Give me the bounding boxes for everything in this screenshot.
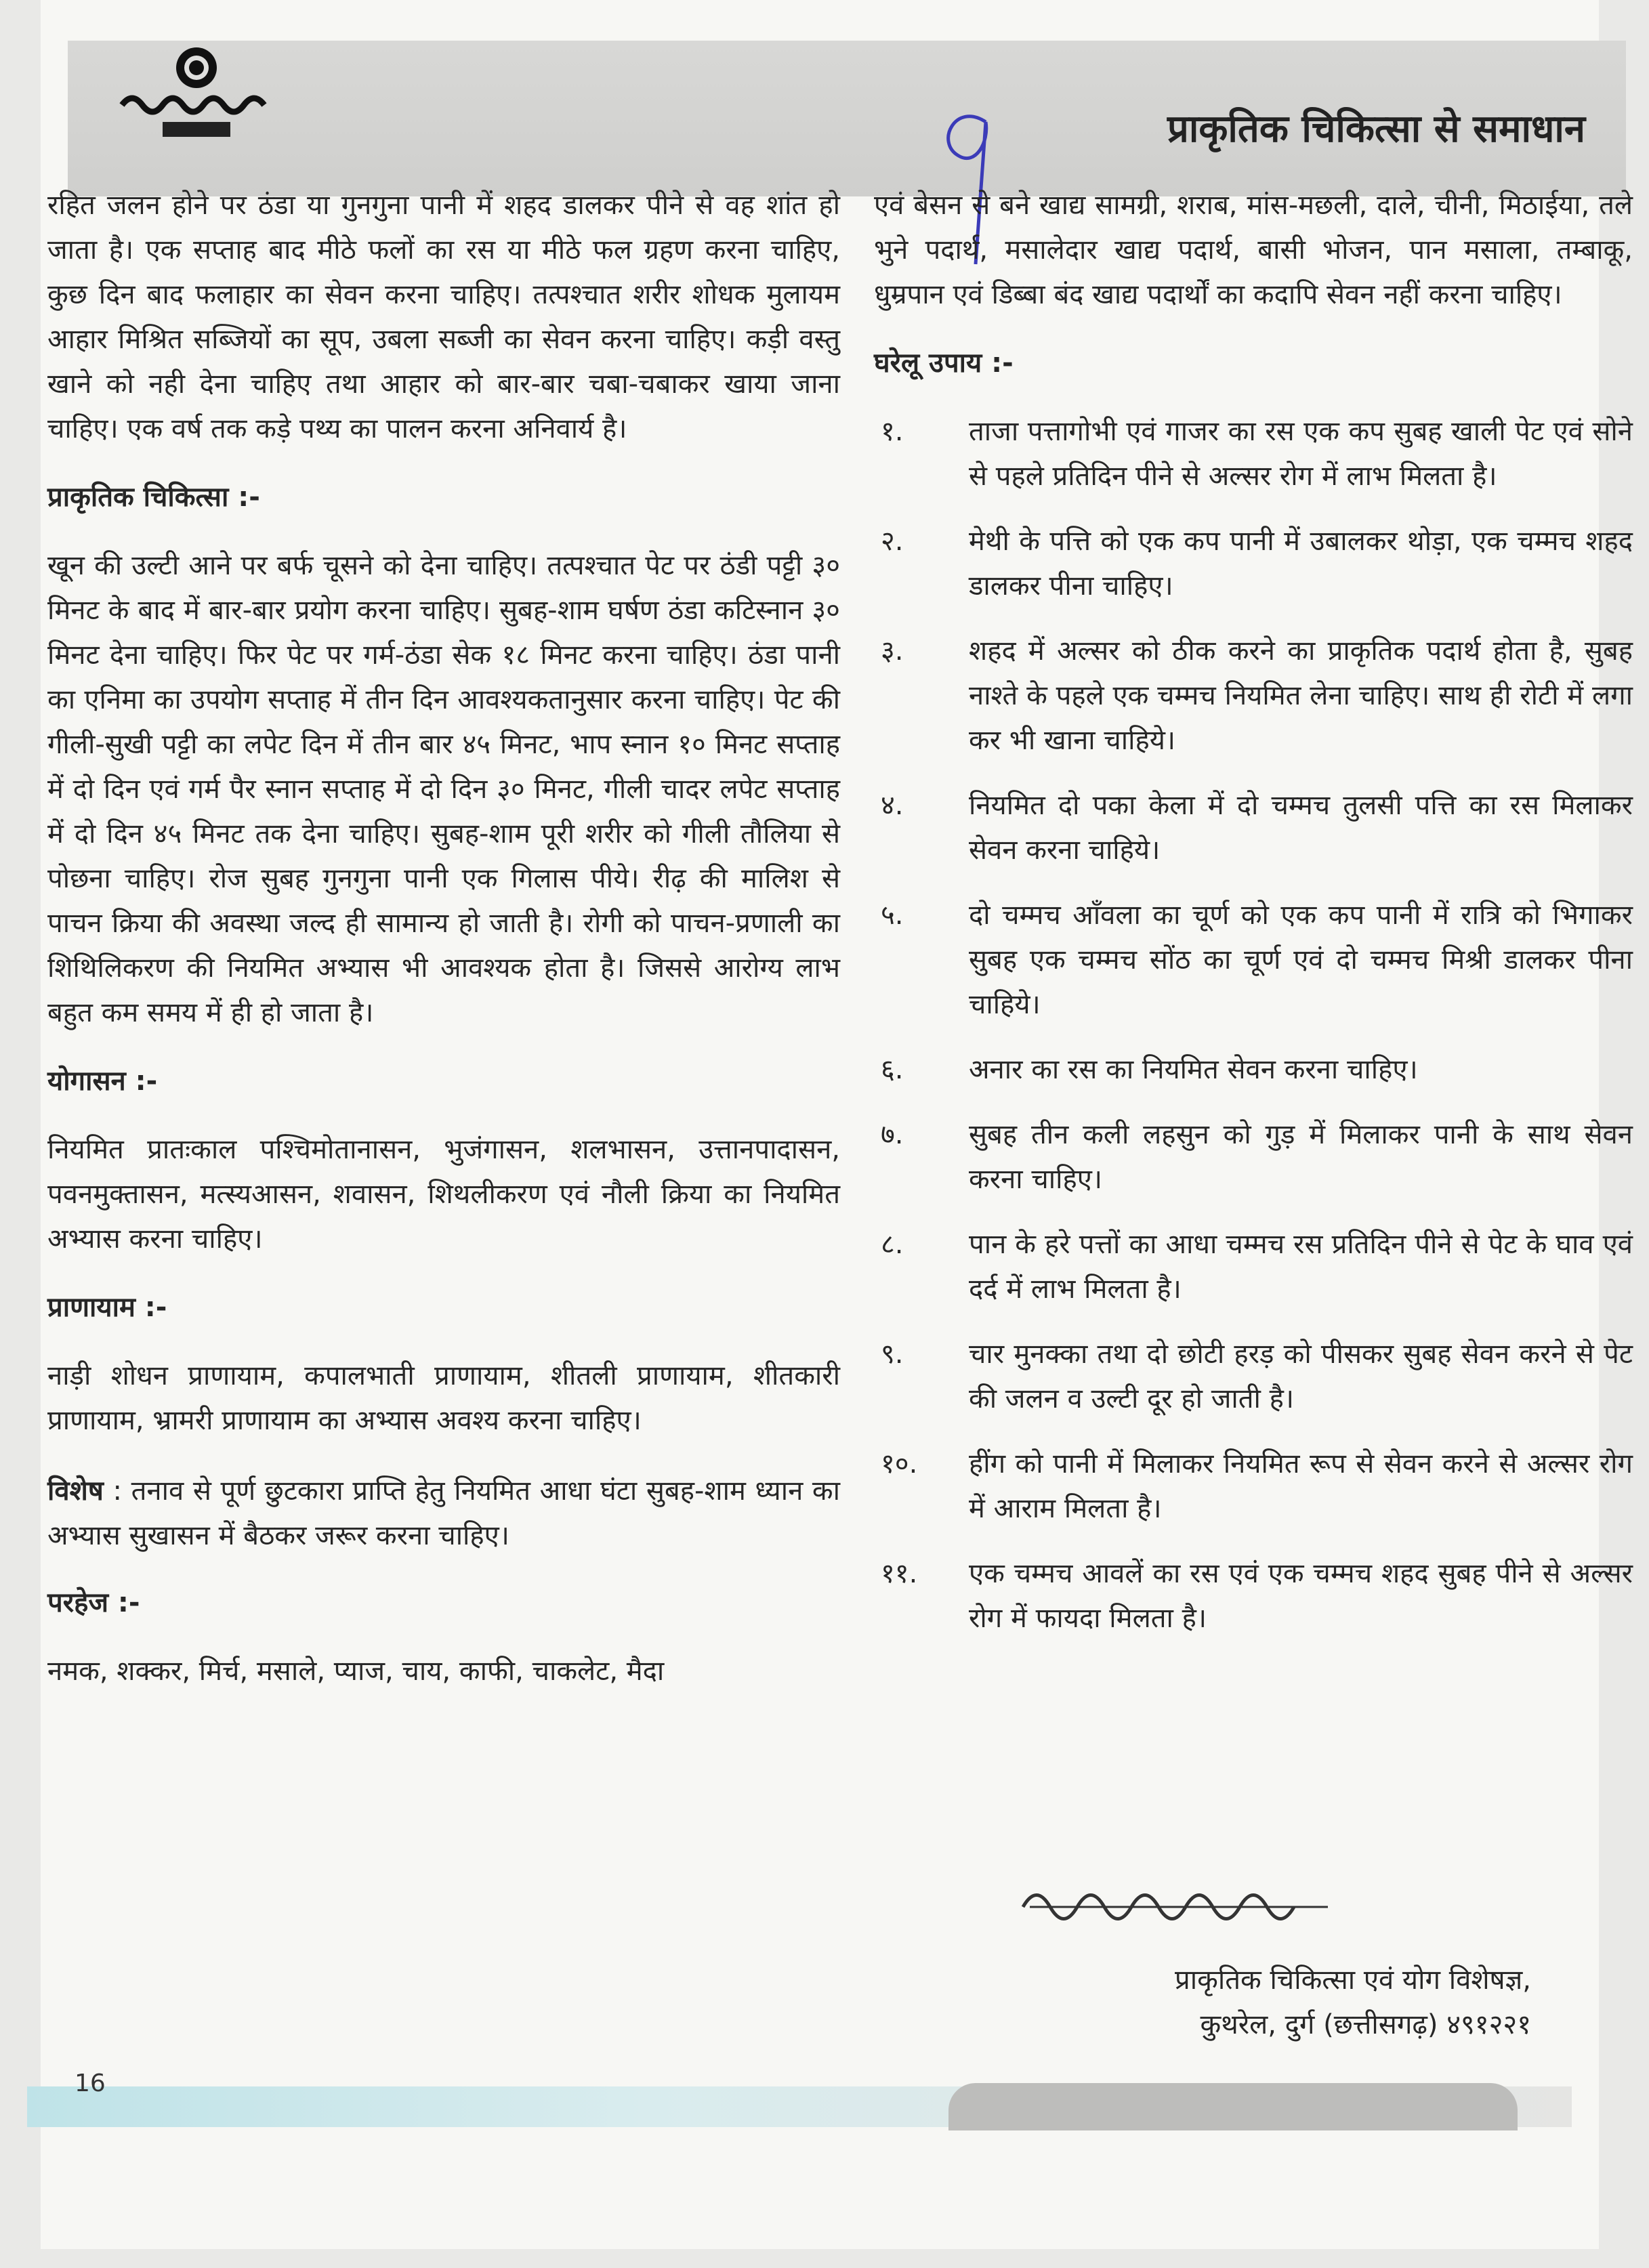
item-text: चार मुनक्का तथा दो छोटी हरड़ को पीसकर सुबह सेवन करने से पेट की जलन व उल्टी दूर हो जाती है। [969,1339,1633,1414]
list-item [874,1222,1633,1311]
item-number: ९. [881,1339,904,1370]
pranayama-paragraph: नाड़ी शोधन प्राणायाम, कपालभाती प्राणायाम, शीतली प्राणायाम, शीतकारी प्राणायाम, भ्रामरी प्राणायाम का अभ्यास अवश्य करना चाहिए। [47,1360,840,1436]
avoid-heading: परहेज :- [47,1587,140,1618]
intro-paragraph: रहित जलन होने पर ठंडा या गुनगुना पानी में शहद डालकर पीने से वह शांत हो जाता है। एक सप्ताह बाद मीठे फलों का रस या मीठे फल ग्रहण करना चाहिए, कुछ दिन बाद फलाहार का सेवन करना चाहिए। तत्पश्चात शरीर शोधक मुलायम आहार मिश्रित सब्जियों का सूप, उबला सब्जी का सेवन करना चाहिए। कड़ी वस्तु खाने को नही देना चाहिए तथा आहार को बार-बार चबा-चबाकर खाया जाना चाहिए। एक वर्ष तक कड़े पथ्य का पालन करना अनिवार्य है। [47,190,840,444]
list-item [874,783,1633,873]
page-number: 16 [75,2070,106,2097]
yoga-heading: योगासन :- [47,1066,158,1097]
sun-waves-logo-icon [108,41,285,149]
continuation-paragraph: एवं बेसन से बने खाद्य सामग्री, शराब, मांस-मछली, दाले, चीनी, मिठाईया, तले भुने पदार्थ, मसालेदार खाद्य पदार्थ, बासी भोजन, पान मसाला, तम्बाकू, धुम्रपान एवं डिब्बा बंद खाद्य पदार्थों का कदापि सेवन नहीं करना चाहिए। [874,190,1633,310]
avoid-paragraph: नमक, शक्कर, मिर्च, मसाले, प्याज, चाय, काफी, चाकलेट, मैदा [47,1656,665,1687]
signature-line-2: कुथरेल, दुर्ग (छत्तीसगढ़) ४९१२२१ [1200,2009,1531,2040]
left-column [47,183,840,1719]
signature-line-1: प्राकृतिक चिकित्सा एवं योग विशेषज्ञ, [1175,1965,1531,1996]
item-text: ताजा पत्तागोभी एवं गाजर का रस एक कप सुबह खाली पेट एवं सोने से पहले प्रतिदिन पीने से अल्सर रोग में लाभ मिलता है। [969,416,1633,492]
item-number: १. [881,416,904,447]
item-number: ६. [881,1054,904,1085]
item-number: ११. [881,1558,918,1589]
item-text: शहद में अल्सर को ठीक करने का प्राकृतिक पदार्थ होता है, सुबह नाश्ते के पहले एक चम्मच नियमित लेना चाहिए। साथ ही रोटी में लगा कर भी खाना चाहिये। [969,635,1633,756]
list-item [874,1442,1633,1531]
item-number: ३. [881,635,904,667]
item-text: सुबह तीन कली लहसुन को गुड़ में मिलाकर पानी के साथ सेवन करना चाहिए। [969,1119,1633,1195]
list-item [874,1047,1633,1092]
footer-decoration [948,2083,1518,2130]
right-column [874,183,1633,1661]
list-item [874,519,1633,608]
list-item [874,409,1633,499]
item-number: १०. [881,1448,918,1479]
item-number: ४. [881,790,904,821]
naturopathy-paragraph: खून की उल्टी आने पर बर्फ चूसने को देना चाहिए। तत्पश्चात पेट पर ठंडी पट्टी ३० मिनट के बाद में बार-बार प्रयोग करना चाहिए। सुबह-शाम घर्षण ठंडा कटिस्नान ३० मिनट देना चाहिए। फिर पेट पर गर्म-ठंडा सेक १८ मिनट करना चाहिए। ठंडा पानी का एनिमा का उपयोग सप्ताह में तीन दिन आवश्यकतानुसार करना चाहिए। पेट की गीली-सुखी पट्टी का लपेट दिन में तीन बार ४५ मिनट, भाप स्नान १० मिनट सप्ताह में दो दिन एवं गर्म पैर स्नान सप्ताह में दो दिन ३० मिनट, गीली चादर लपेट सप्ताह में दो दिन ४५ मिनट तक देना चाहिए। सुबह-शाम पूरी शरीर को गीली तौलिया से पोछना चाहिए। रोज सुबह गुनगुना पानी एक गिलास पीये। रीढ़ की मालिश से पाचन क्रिया की अवस्था जल्द ही सामान्य हो जाती है। रोगी को पाचन-प्रणाली का शिथिलिकरण की नियमित अभ्यास भी आवश्यक होता है। जिससे आरोग्य लाभ बहुत कम समय में ही हो जाता है। [47,550,840,1028]
yoga-paragraph: नियमित प्रातःकाल पश्चिमोतानासन, भुजंगासन, शलभासन, उत्तानपादासन, पवनमुक्तासन, मत्स्यआसन, शवासन, शिथलीकरण एवं नौली क्रिया का नियमित अभ्यास करना चाहिए। [47,1134,840,1255]
item-text: हींग को पानी में मिलाकर नियमित रूप से सेवन करने से अल्सर रोग में आराम मिलता है। [969,1448,1633,1524]
item-text: मेथी के पत्ति को एक कप पानी में उबालकर थोड़ा, एक चम्मच शहद डालकर पीना चाहिए। [969,526,1633,602]
item-text: नियमित दो पका केला में दो चम्मच तुलसी पत्ति का रस मिलाकर सेवन करना चाहिये। [969,790,1633,866]
item-number: २. [881,526,904,557]
item-number: ८. [881,1229,904,1260]
list-item [874,1332,1633,1421]
item-text: अनार का रस का नियमित सेवन करना चाहिए। [969,1054,1418,1085]
remedies-list [874,409,1633,1641]
naturopathy-heading: प्राकृतिक चिकित्सा :- [47,482,260,513]
list-item [874,893,1633,1027]
decorative-divider-icon [1016,1876,1341,1937]
item-number: ५. [881,900,904,931]
pranayama-heading: प्राणायाम :- [47,1292,167,1323]
list-item [874,1551,1633,1641]
home-remedies-heading: घरेलू उपाय :- [874,348,1014,379]
special-label: विशेष [47,1475,104,1507]
item-text: पान के हरे पत्तों का आधा चम्मच रस प्रतिदिन पीने से पेट के घाव एवं दर्द में लाभ मिलता है। [969,1229,1633,1305]
item-text: एक चम्मच आवलें का रस एवं एक चम्मच शहद सुबह पीने से अल्सर रोग में फायदा मिलता है। [969,1558,1633,1634]
author-signature [1057,1958,1531,2047]
special-text: : तनाव से पूर्ण छुटकारा प्राप्ति हेतु नियमित आधा घंटा सुबह-शाम ध्यान का अभ्यास सुखासन में बैठकर जरूर करना चाहिए। [47,1475,840,1551]
item-text: दो चम्मच आँवला का चूर्ण को एक कप पानी में रात्रि को भिगाकर सुबह एक चम्मच सोंठ का चूर्ण एवं दो चम्मच मिश्री डालकर पीना चाहिये। [969,900,1633,1020]
list-item [874,1112,1633,1202]
page-header-title: प्राकृतिक चिकित्सा से समाधान [1167,107,1585,151]
special-note [47,1469,840,1558]
item-number: ७. [881,1119,904,1150]
list-item [874,629,1633,763]
